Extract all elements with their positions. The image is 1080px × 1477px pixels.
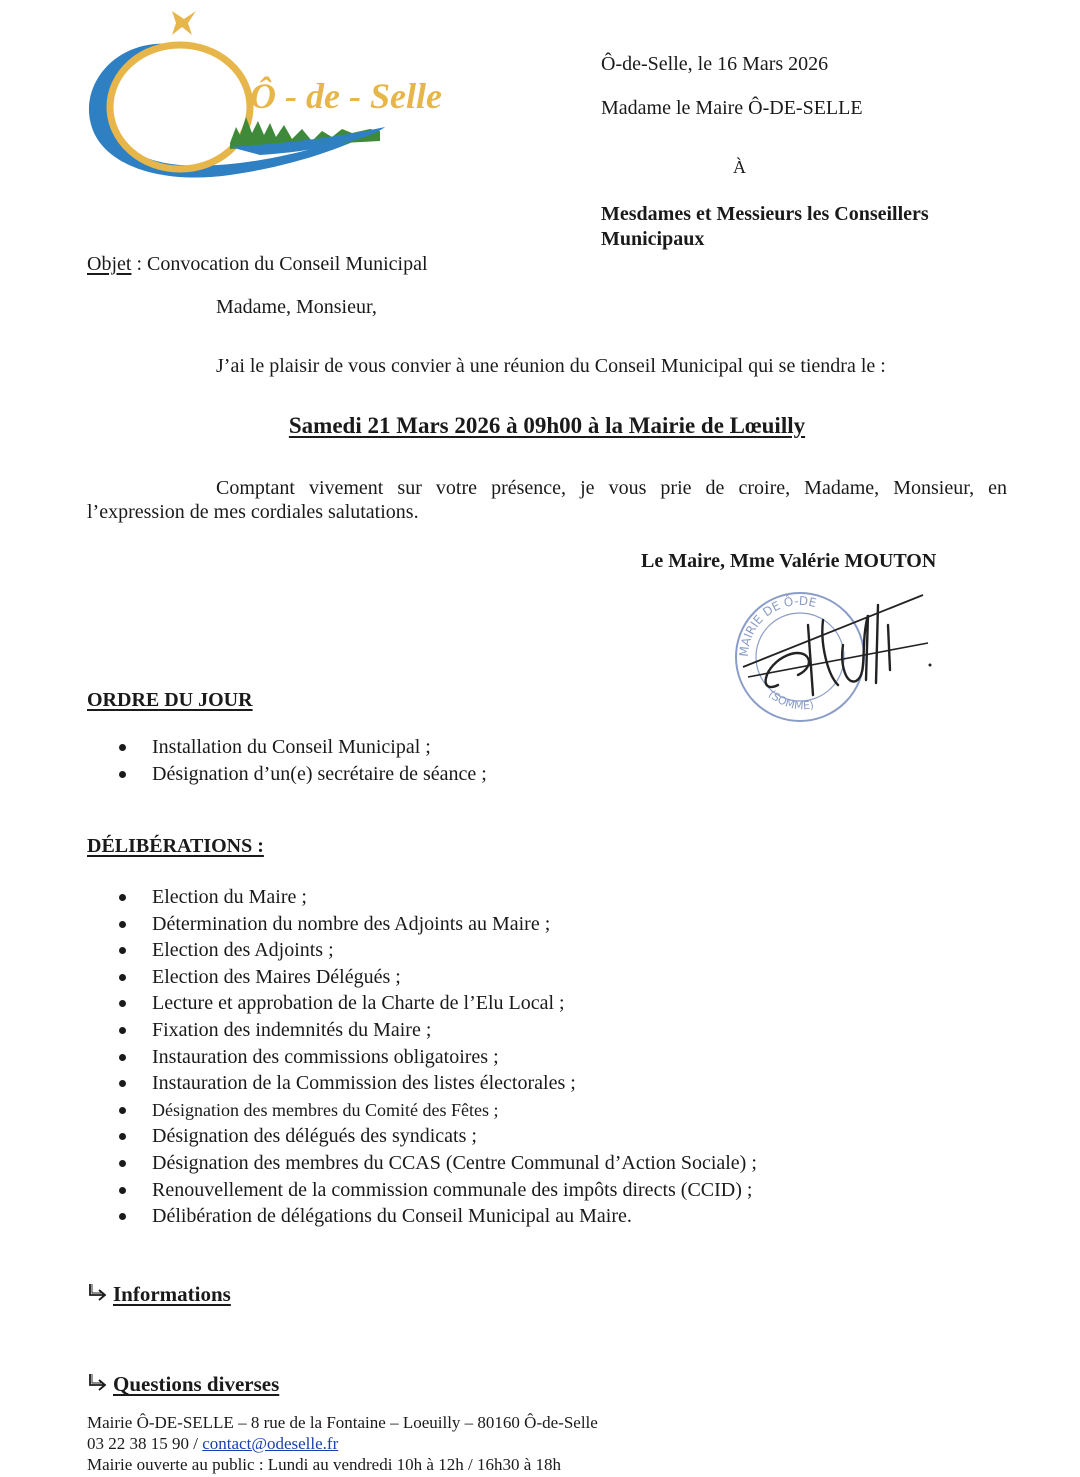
footer-address: Mairie Ô-DE-SELLE – 8 rue de la Fontaine – Loeuilly – 80160 Ô-de-Selle xyxy=(87,1413,598,1432)
recipients-line-2: Municipaux xyxy=(601,228,705,250)
svg-text:MAIRIE DE Ô-DE xyxy=(737,593,818,657)
questions-title: Questions diverses xyxy=(113,1372,280,1396)
hook-arrow-icon xyxy=(87,1282,109,1304)
signature-name: Le Maire, Mme Valérie MOUTON xyxy=(641,550,937,572)
deliberation-item: Désignation des membres du Comité des Fêtes ; xyxy=(87,1097,757,1124)
informations-title: Informations xyxy=(113,1282,231,1306)
deliberation-item: Election des Maires Délégués ; xyxy=(87,964,757,991)
recipients-line-1: Mesdames et Messieurs les Conseillers xyxy=(601,203,929,225)
footer-contact xyxy=(87,1433,598,1454)
closing-line-1: Comptant vivement sur votre présence, je vous prie de croire, Madame, Monsieur, en xyxy=(216,477,1007,499)
footer-phone: 03 22 38 15 90 / xyxy=(87,1434,203,1453)
stamp-top-text: MAIRIE DE Ô-DE xyxy=(736,593,818,658)
subject-separator: : xyxy=(131,253,147,275)
deliberation-item: Renouvellement de la commission communale des impôts directs (CCID) ; xyxy=(87,1177,757,1204)
stamp-bottom-text: (SOMME) xyxy=(765,687,815,713)
closing-line-2: l’expression de mes cordiales salutations. xyxy=(87,501,419,523)
deliberation-item: Election du Maire ; xyxy=(87,884,757,911)
footer-hours: Mairie ouverte au public : Lundi au vendredi 10h à 12h / 16h30 à 18h xyxy=(87,1455,561,1474)
salutation: Madame, Monsieur, xyxy=(216,296,377,318)
deliberation-item: Détermination du nombre des Adjoints au Maire ; xyxy=(87,911,757,938)
footer-email-link[interactable]: contact@odeselle.fr xyxy=(202,1434,339,1453)
deliberations-list xyxy=(87,884,757,1230)
official-stamp xyxy=(728,585,938,725)
deliberation-item: Instauration de la Commission des listes électorales ; xyxy=(87,1070,757,1097)
agenda-item: Désignation d’un(e) secrétaire de séance ; xyxy=(87,761,487,788)
hook-arrow-icon xyxy=(87,1372,109,1394)
subject-text: Convocation du Conseil Municipal xyxy=(147,253,428,275)
informations-heading xyxy=(87,1281,231,1307)
svg-text:(SOMME) xyxy=(766,688,815,713)
sender-line: Madame le Maire Ô-DE-SELLE xyxy=(601,97,863,119)
date-line: Ô-de-Selle, le 16 Mars 2026 xyxy=(601,53,829,75)
deliberation-item: Désignation des délégués des syndicats ; xyxy=(87,1123,757,1150)
subject-line xyxy=(87,252,428,276)
stamp-graphic xyxy=(728,585,938,725)
intro-paragraph: J’ai le plaisir de vous convier à une réunion du Conseil Municipal qui se tiendra le : xyxy=(216,355,886,377)
agenda-list xyxy=(87,734,487,787)
deliberation-item: Instauration des commissions obligatoires ; xyxy=(87,1044,757,1071)
deliberation-item: Fixation des indemnités du Maire ; xyxy=(87,1017,757,1044)
questions-heading xyxy=(87,1371,279,1397)
footer xyxy=(87,1412,598,1475)
subject-label: Objet xyxy=(87,253,132,275)
deliberation-item: Désignation des membres du CCAS (Centre Communal d’Action Sociale) ; xyxy=(87,1150,757,1177)
deliberation-item: Délibération de délégations du Conseil Municipal au Maire. xyxy=(87,1203,757,1230)
to-marker: À xyxy=(733,157,746,177)
logo xyxy=(80,5,440,190)
agenda-item: Installation du Conseil Municipal ; xyxy=(87,734,487,761)
deliberation-item: Lecture et approbation de la Charte de l’Elu Local ; xyxy=(87,990,757,1017)
deliberation-item: Election des Adjoints ; xyxy=(87,937,757,964)
agenda-title: ORDRE DU JOUR xyxy=(87,689,253,711)
meeting-datetime: Samedi 21 Mars 2026 à 09h00 à la Mairie de Lœuilly xyxy=(288,413,806,438)
deliberations-title: DÉLIBÉRATIONS : xyxy=(87,835,264,857)
logo-text: Ô - de - Selle xyxy=(250,76,442,116)
